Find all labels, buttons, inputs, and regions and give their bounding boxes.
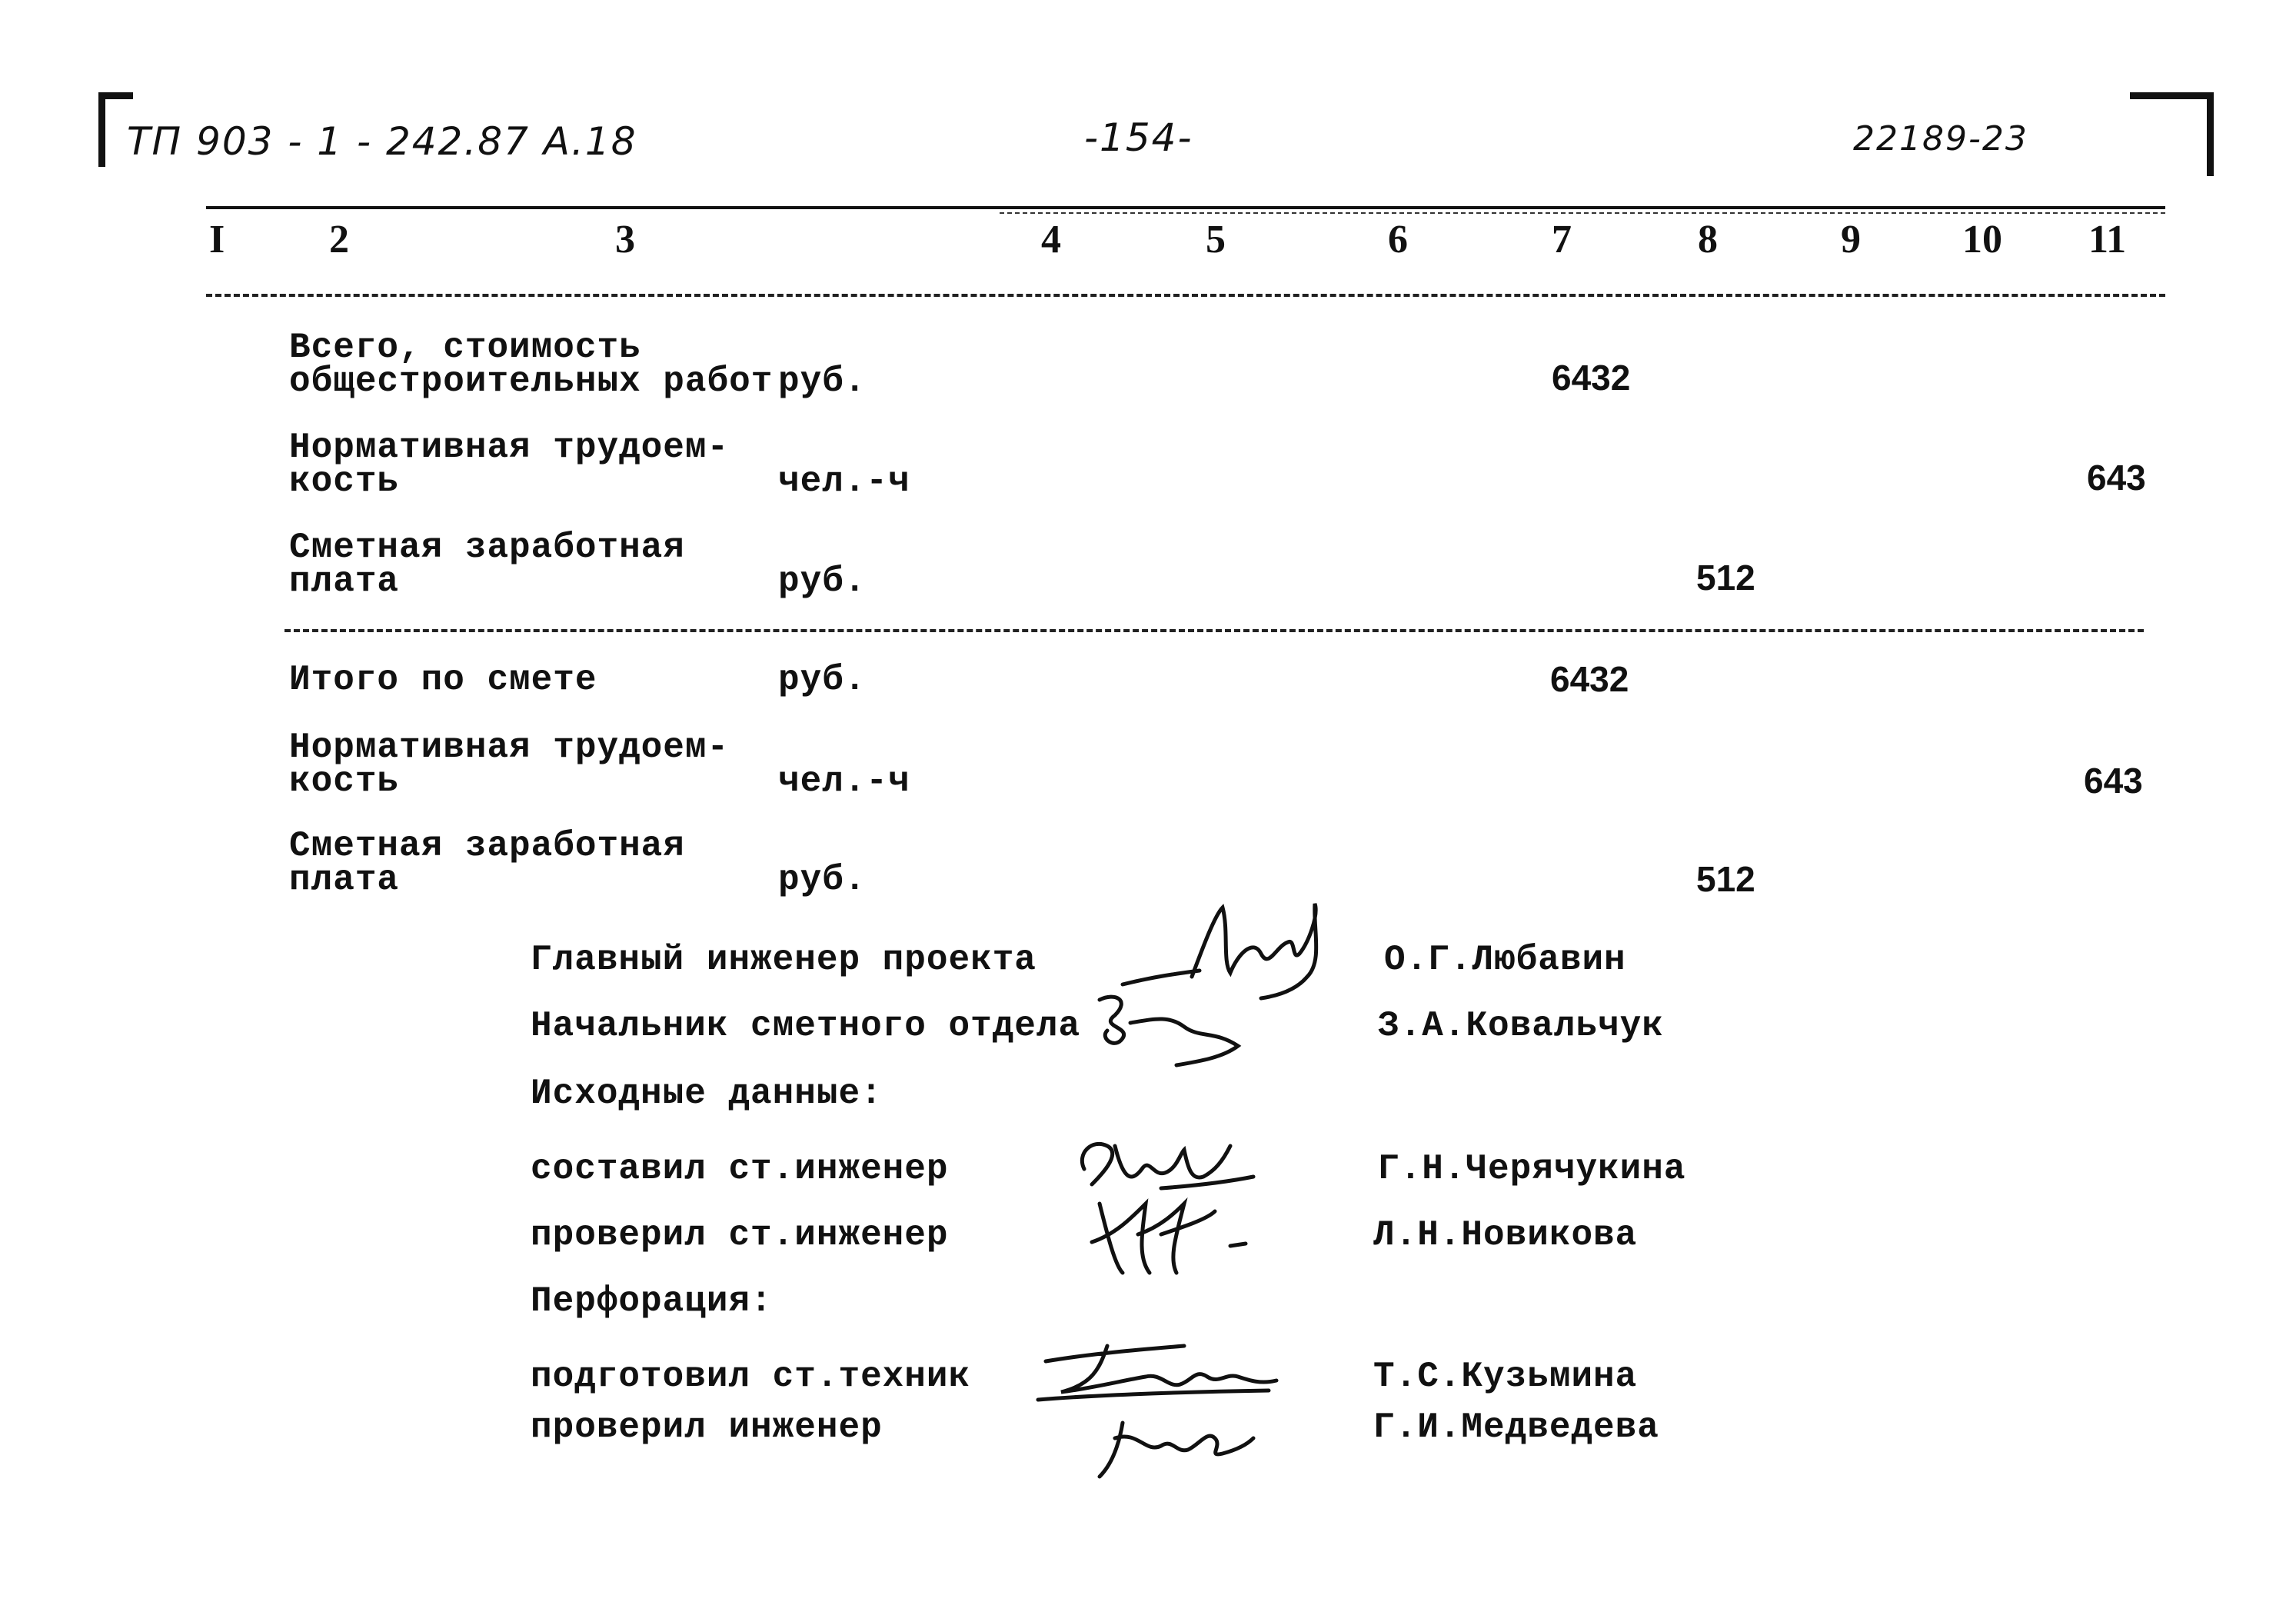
signature-role: Исходные данные: — [531, 1074, 883, 1114]
signature-role: Главный инженер проекта — [531, 940, 1037, 980]
signature-name: Г.Н.Черячукина — [1378, 1149, 1686, 1189]
top-rule — [206, 206, 2165, 209]
handwritten-signature-4 — [1076, 1188, 1269, 1288]
row-label: Сметная заработная плата — [289, 826, 685, 900]
row-value-col8: 512 — [1696, 558, 1755, 598]
column-number: 4 — [1041, 218, 1061, 261]
header-bottom-rule — [206, 294, 2165, 297]
archive-number: 22189-23 — [1853, 119, 2028, 158]
row-unit: чел.-ч — [778, 761, 910, 801]
column-number: 8 — [1698, 218, 1718, 261]
column-number: 11 — [2088, 218, 2127, 261]
column-number: 3 — [615, 218, 635, 261]
row-unit: руб. — [778, 660, 867, 700]
signature-name: Г.И.Медведева — [1373, 1407, 1659, 1447]
signature-name: Л.Н.Новикова — [1373, 1215, 1638, 1255]
row-unit: руб. — [778, 860, 867, 900]
column-number: 9 — [1841, 218, 1861, 261]
document-code: ТП 903 - 1 - 242.87 А.18 — [127, 119, 637, 164]
column-number: 6 — [1388, 218, 1408, 261]
column-number: I — [209, 218, 225, 261]
handwritten-signature-2 — [1084, 984, 1269, 1069]
row-unit: руб. — [778, 361, 867, 401]
signature-role: подготовил ст.техник — [531, 1357, 971, 1397]
row-label: Нормативная трудоем- кость — [289, 728, 730, 801]
row-unit: чел.-ч — [778, 461, 910, 501]
section-separator-rule — [285, 629, 2144, 632]
column-number: 7 — [1552, 218, 1572, 261]
row-unit: руб. — [778, 561, 867, 601]
column-number: 10 — [1962, 218, 2002, 261]
signature-role: проверил ст.инженер — [531, 1215, 949, 1255]
signature-role: составил ст.инженер — [531, 1149, 949, 1189]
row-label: Итого по смете — [289, 660, 597, 700]
signature-role: Перфорация: — [531, 1281, 773, 1321]
page-number: -154- — [1084, 115, 1193, 160]
column-number: 2 — [329, 218, 349, 261]
signature-name: Т.С.Кузьмина — [1373, 1357, 1638, 1397]
signature-name: З.А.Ковальчук — [1378, 1006, 1664, 1046]
handwritten-signature-5 — [1015, 1323, 1292, 1492]
top-rule-2 — [1000, 212, 2165, 214]
row-value-col7: 6432 — [1552, 358, 1631, 398]
signature-name: О.Г.Любавин — [1384, 940, 1626, 980]
corner-bracket-right — [2130, 92, 2214, 176]
row-value-col11: 643 — [2087, 458, 2146, 498]
column-number: 5 — [1206, 218, 1226, 261]
row-label: Сметная заработная плата — [289, 528, 685, 601]
row-value-col7: 6432 — [1550, 659, 1629, 699]
signature-role: Начальник сметного отдела — [531, 1006, 1081, 1046]
row-label: Нормативная трудоем- кость — [289, 428, 730, 501]
row-label: Всего, стоимость общестроительных работ — [289, 328, 774, 401]
row-value-col11: 643 — [2084, 761, 2143, 801]
signature-role: проверил инженер — [531, 1407, 883, 1447]
row-value-col8: 512 — [1696, 859, 1755, 899]
